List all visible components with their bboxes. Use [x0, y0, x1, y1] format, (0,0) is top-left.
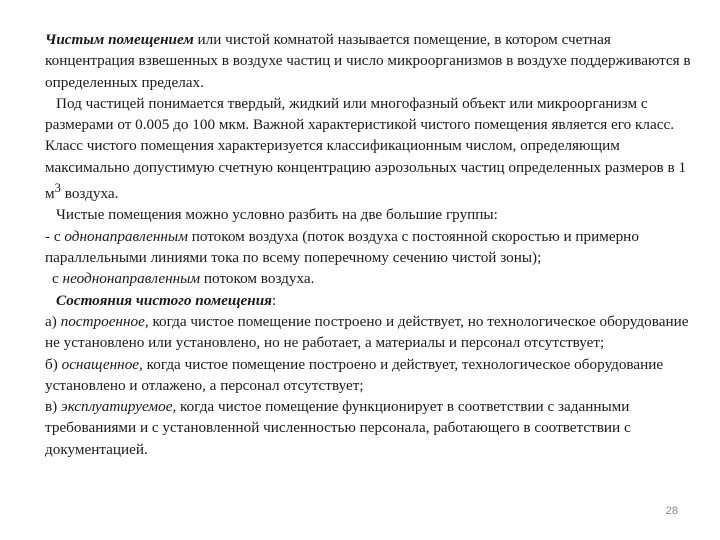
term-as-built: построенное: [60, 312, 145, 330]
paragraph-definition: [45, 29, 695, 93]
unidirectional-text: потоком воздуха (поток воздуха с постоянной скоростью и примерно параллельными линиями тока по всему поперечному сечению чистой зоны);: [45, 227, 639, 267]
particle-text: Под частицей понимается твердый, жидкий или многофазный объект или микроорганизм с размерами от 0.005 до 100 мкм. Важной характеристикой чистого помещения является его класс. Класс чистого помещения характеризуется классификационным числом, определяющим максимально допустимую счетную концентрацию аэрозольных частиц определенных размеров в 1 м: [45, 94, 687, 203]
list-prefix: - с: [45, 227, 65, 245]
list-prefix: в): [45, 398, 62, 416]
list-prefix: с: [52, 270, 63, 288]
term-nonunidirectional: неоднонаправленным: [62, 270, 201, 288]
paragraph-particle: [45, 93, 695, 205]
list-item-operational: [45, 396, 695, 460]
list-item-nonunidirectional: [45, 268, 695, 289]
as-built-text: , когда чистое помещение построено и действует, но технологическое оборудование не установлено или установлено, но не работает, а материалы и персонал отсутствует;: [45, 312, 689, 352]
list-item-unidirectional: [45, 226, 695, 269]
term-operational: эксплуатируемое: [61, 398, 173, 416]
states-heading: Состояния чистого помещения: [56, 291, 272, 309]
list-item-as-built: [45, 311, 695, 354]
list-prefix: а): [45, 312, 61, 330]
list-item-at-rest: [45, 354, 695, 397]
definition-text: или чистой комнатой называется помещение, в котором счетная концентрация взвешенных в воздухе частиц и число микроорганизмов в воздухе поддерживаются в определенных пределах.: [45, 31, 691, 91]
superscript-3: 3: [54, 181, 61, 196]
document-body: [45, 29, 695, 460]
groups-intro-text: Чистые помещения можно условно разбить на две большие группы:: [56, 206, 498, 224]
paragraph-groups-intro: [45, 204, 695, 225]
at-rest-text: , когда чистое помещение построено и действует, технологическое оборудование установлено и отлажено, а персонал отсутствует;: [45, 355, 664, 394]
nonunidirectional-text: потоком воздуха.: [200, 270, 315, 288]
operational-text: , когда чистое помещение функционирует в соответствии с заданными требованиями и с установленной численностью персонала, работающего в соответствии с документацией.: [45, 398, 631, 458]
particle-text-end: воздуха.: [60, 185, 119, 203]
paragraph-states-heading: [45, 290, 695, 311]
list-prefix: б): [45, 355, 62, 373]
page-number: 28: [665, 505, 678, 517]
term-unidirectional: однонаправленным: [64, 227, 188, 245]
term-at-rest: оснащенное: [61, 355, 140, 373]
term-clean-room: Чистым помещением: [45, 31, 194, 48]
states-heading-colon: :: [271, 291, 277, 309]
